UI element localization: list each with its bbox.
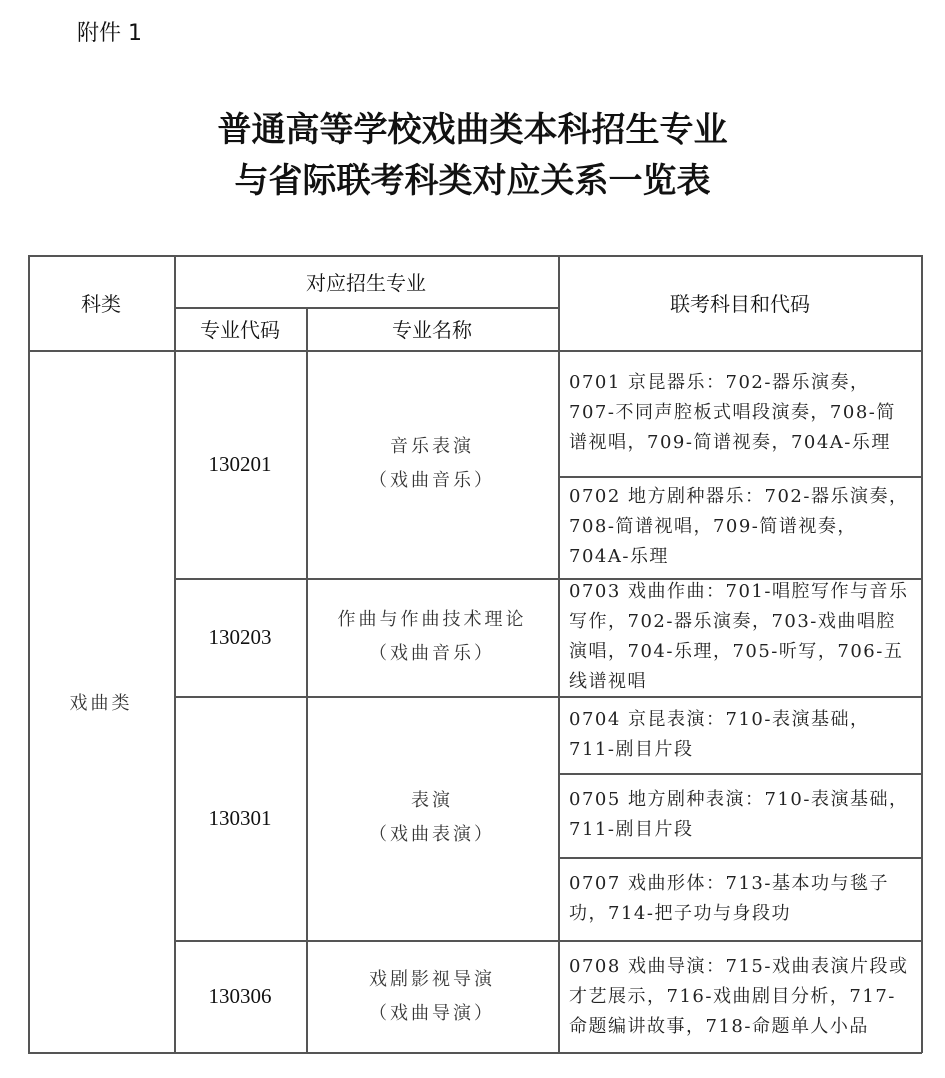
exam-subject-cell: [558, 857, 922, 940]
major-name-cell: [306, 940, 558, 1053]
major-name: 音乐表演: [390, 436, 474, 457]
category-cell: 戏曲类: [69, 692, 133, 714]
exam-subject-text: 0702 地方剧种器乐：702-器乐演奏，708-简谱视唱，709-简谱视奏，704A-乐理: [569, 486, 909, 567]
exam-subject-cell: [558, 578, 922, 696]
major-name-cell: [306, 578, 558, 696]
table-divider: [558, 857, 922, 859]
major-name-note: （戏曲音乐）: [369, 470, 495, 491]
exam-subject-text: 0708 戏曲导演：715-戏曲表演片段或才艺展示，716-戏曲剧目分析，717-命题编讲故事，718-命题单人小品: [569, 955, 909, 1037]
major-name-note: （戏曲表演）: [369, 824, 495, 845]
table-border: [28, 255, 922, 257]
exam-subject-text: 0704 京昆表演：710-表演基础，711-剧目片段: [569, 708, 870, 760]
table-divider: [174, 696, 922, 698]
exam-subject-text: 0707 戏曲形体：713-基本功与毯子功，714-把子功与身段功: [569, 872, 889, 924]
exam-subject-cell: [558, 350, 922, 476]
table-divider: [558, 255, 560, 1053]
document-title-line-2: 与省际联考科类对应关系一览表: [234, 161, 711, 201]
table-divider: [174, 940, 922, 942]
table-divider: [174, 578, 922, 580]
header-category: 科类: [81, 292, 121, 316]
table-divider: [558, 476, 922, 478]
exam-subject-cell: [558, 696, 922, 773]
header-major-name: 专业名称: [392, 318, 472, 342]
table-divider: [174, 307, 558, 309]
major-name: 作曲与作曲技术理论: [337, 609, 527, 630]
major-name-cell: [306, 696, 558, 940]
major-name: 表演: [411, 790, 453, 811]
exam-subject-text: 0701 京昆器乐：702-器乐演奏，707-不同声腔板式唱段演奏，708-简谱视唱，709-简谱视奏，704A-乐理: [569, 372, 896, 453]
attachment-label: 附件 1: [77, 21, 142, 46]
exam-subject-cell: [558, 940, 922, 1053]
exam-subject-cell: [558, 476, 922, 578]
major-name-cell: [306, 350, 558, 578]
table-border: [921, 255, 923, 1053]
major-code-cell: 130201: [208, 451, 272, 476]
exam-subject-text: 0703 戏曲作曲：701-唱腔写作与音乐写作，702-器乐演奏，703-戏曲唱腔演唱，704-乐理，705-听写，706-五线谱视唱: [569, 581, 909, 692]
header-major-code: 专业代码: [200, 318, 280, 342]
header-major-group: 对应招生专业: [306, 270, 426, 295]
table-divider: [28, 350, 922, 352]
correspondence-table: [28, 255, 922, 1053]
document-title-line-1: 普通高等学校戏曲类本科招生专业: [217, 110, 728, 150]
major-code-cell: 130306: [208, 984, 272, 1008]
major-code-cell: 130203: [208, 624, 272, 649]
header-exam-subjects: 联考科目和代码: [670, 292, 810, 316]
table-divider: [174, 255, 176, 1053]
major-code-cell: 130301: [208, 805, 272, 830]
major-name-note: （戏曲音乐）: [369, 643, 495, 664]
exam-subject-cell: [558, 773, 922, 857]
exam-subject-text: 0705 地方剧种表演：710-表演基础，711-剧目片段: [569, 789, 909, 840]
major-name: 戏剧影视导演: [369, 968, 495, 990]
major-name-note: （戏曲导演）: [369, 1002, 495, 1024]
table-border: [28, 1052, 922, 1054]
table-divider: [558, 773, 922, 775]
table-border: [28, 255, 30, 1053]
